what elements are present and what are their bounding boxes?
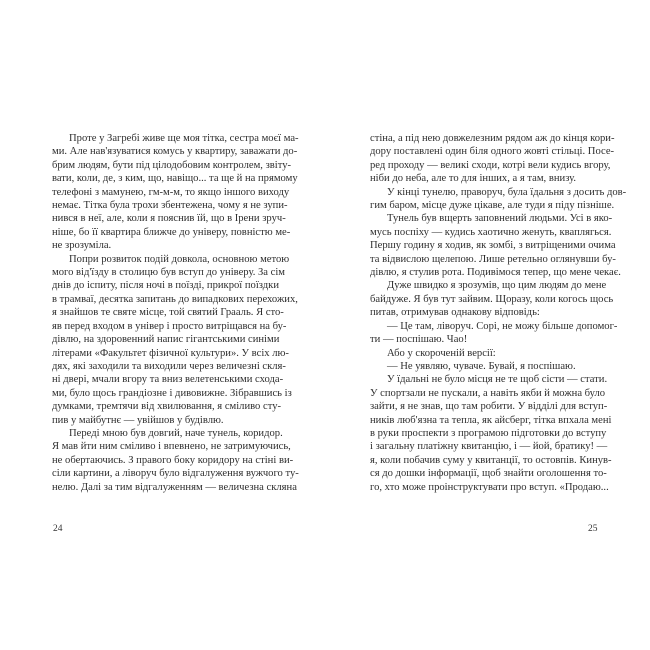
text-line: Або у скороченій версії: [387,347,496,359]
text-line: літерами «Факультет фізичної культури». У всіх лю- [52,347,289,359]
page-number-left: 24 [53,524,63,534]
text-line: я, коли побачив суму у квитанції, то остовпів. Кинув- [370,454,612,466]
text-line: зайти, я не знав, що там робити. У відділі для вступ- [370,401,608,413]
text-line: У їдальні не було місця не те щоб сісти — стати. [387,374,608,386]
text-line: нився в неї, але, коли я пояснив їй, що в Ірени зруч- [52,213,286,225]
text-line: дору поставлені один біля одного жовті стільці. Посе- [370,146,615,158]
text-line: та відвислою щелепою. Лише ретельно оглянувши бу- [370,253,616,265]
text-line: в трамваї, десятка запитань до випадкових перехожих, [52,293,298,305]
text-line: ніби до неба, але то для інших, а я там, внизу. [370,173,577,185]
page-number-right: 25 [588,524,598,534]
text-line: ся до дошки інформації, щоб знайти оголошення то- [370,468,607,480]
text-line: Я мав йти ним сміливо і впевнено, не затримуючись, [52,441,291,453]
text-line: і загальну платіжну квитанцію, і — йой, братику! — [370,441,608,453]
text-line: дях, які заходили та виходили через величезні скля- [52,360,286,372]
text-line: думками, тремтячи від хвилювання, я сміливо сту- [52,401,282,413]
text-line: вати, коли, де, з ким, що, навіщо... та ще й на прямому [52,173,298,185]
text-line: телефоні з мамунею, гм-м-м, то якщо іншого виходу [52,186,290,198]
text-line: го, хто може проінструктувати про вступ. «Продаю... [370,481,609,493]
text-line: питав, отримував однакову відповідь: [370,307,540,319]
right-page-text [370,132,627,494]
text-line: нелю. Далі за тим відгалуженням — величезна скляна [52,481,297,493]
text-line: Тунель був вщерть заповнений людьми. Усі в яко- [387,213,613,225]
text-line: мого від'їзду в столицю був вступ до універу. За сім [52,267,285,279]
text-line: ників люб'язна та тепла, як айсберг, тітка впхала мені [370,414,612,426]
text-line: — Це там, ліворуч. Сорі, не можу більше допомог- [387,320,618,332]
text-line: мусь поспіху — кудись хаотично женуть, кваплягься. [370,226,612,238]
text-line: немає. Тітка була трохи збентежена, чому я не зупи- [52,200,288,212]
text-line: ти — поспішаю. Чао! [370,334,468,346]
text-line: Попри розвиток подій довкола, основною метою [69,253,290,265]
text-line: ред проходу — великі сходи, котрі вели кудись вгору, [370,159,611,171]
text-line: в руки проспекти з програмою підготовки до вступу [370,427,607,439]
text-line: Переді мною був довгий, наче тунель, коридор. [69,427,283,439]
text-line: Першу годину я ходив, як зомбі, з витріщеними очима [370,240,616,252]
text-line: ми. Але нав'язуватися комусь у квартиру, заважати до- [52,146,298,158]
left-page-text [52,132,299,494]
text-line: стіна, а під нею довжелезним рядом аж до кінця кори- [370,133,615,144]
text-line: Дуже швидко я зрозумів, що цим людям до мене [387,280,607,292]
text-line: У кінці тунелю, праворуч, була їдальня з досить дов- [387,186,627,198]
text-line: дівлю, на здоровенний напис гігантськими синіми [52,334,280,346]
text-line: сіли картини, а ліворуч було відгалуження вужчого ту- [52,468,299,480]
text-line: гим баром, місце дуже цікаве, але туди я піду пізніше. [370,200,615,212]
text-line: не зрозуміла. [52,240,112,252]
text-line: ні двері, мчали вгору та вниз велетенськими схода- [52,374,284,386]
text-line: я знайшов те святе місце, той святий Грааль. Я сто- [52,307,284,319]
text-line: дівлю, я стулив рота. Подивімося тепер, що мене чекає. [370,267,621,279]
text-line: Проте у Загребі живе ще моя тітка, сестра моєї ма- [69,133,299,144]
text-line: пив у майбутнє — увійшов у будівлю. [52,414,224,426]
text-line: днів до іспиту, після ночі в поїзді, прикрої поїздки [52,280,279,292]
text-line: ми, було щось грандіозне і дивовижне. Зібравшись із [52,387,292,399]
text-line: У спортзали не пускали, а навіть якби й можна було [370,387,606,399]
text-line: байдуже. Я був тут зайвим. Щоразу, коли когось щось [370,293,614,305]
text-line: брим людям, бути під цілодобовим контролем, звіту- [52,159,292,171]
text-line: яв перед входом в універ і просто витріщався на бу- [52,320,287,332]
text-line: ніше, бо її квартира ближче до універу, повністю ме- [52,226,291,238]
text-line: не обертаючись. З правого боку коридору на стіні ви- [52,454,294,466]
text-line: — Не уявляю, чуваче. Бувай, я поспішаю. [387,360,576,372]
